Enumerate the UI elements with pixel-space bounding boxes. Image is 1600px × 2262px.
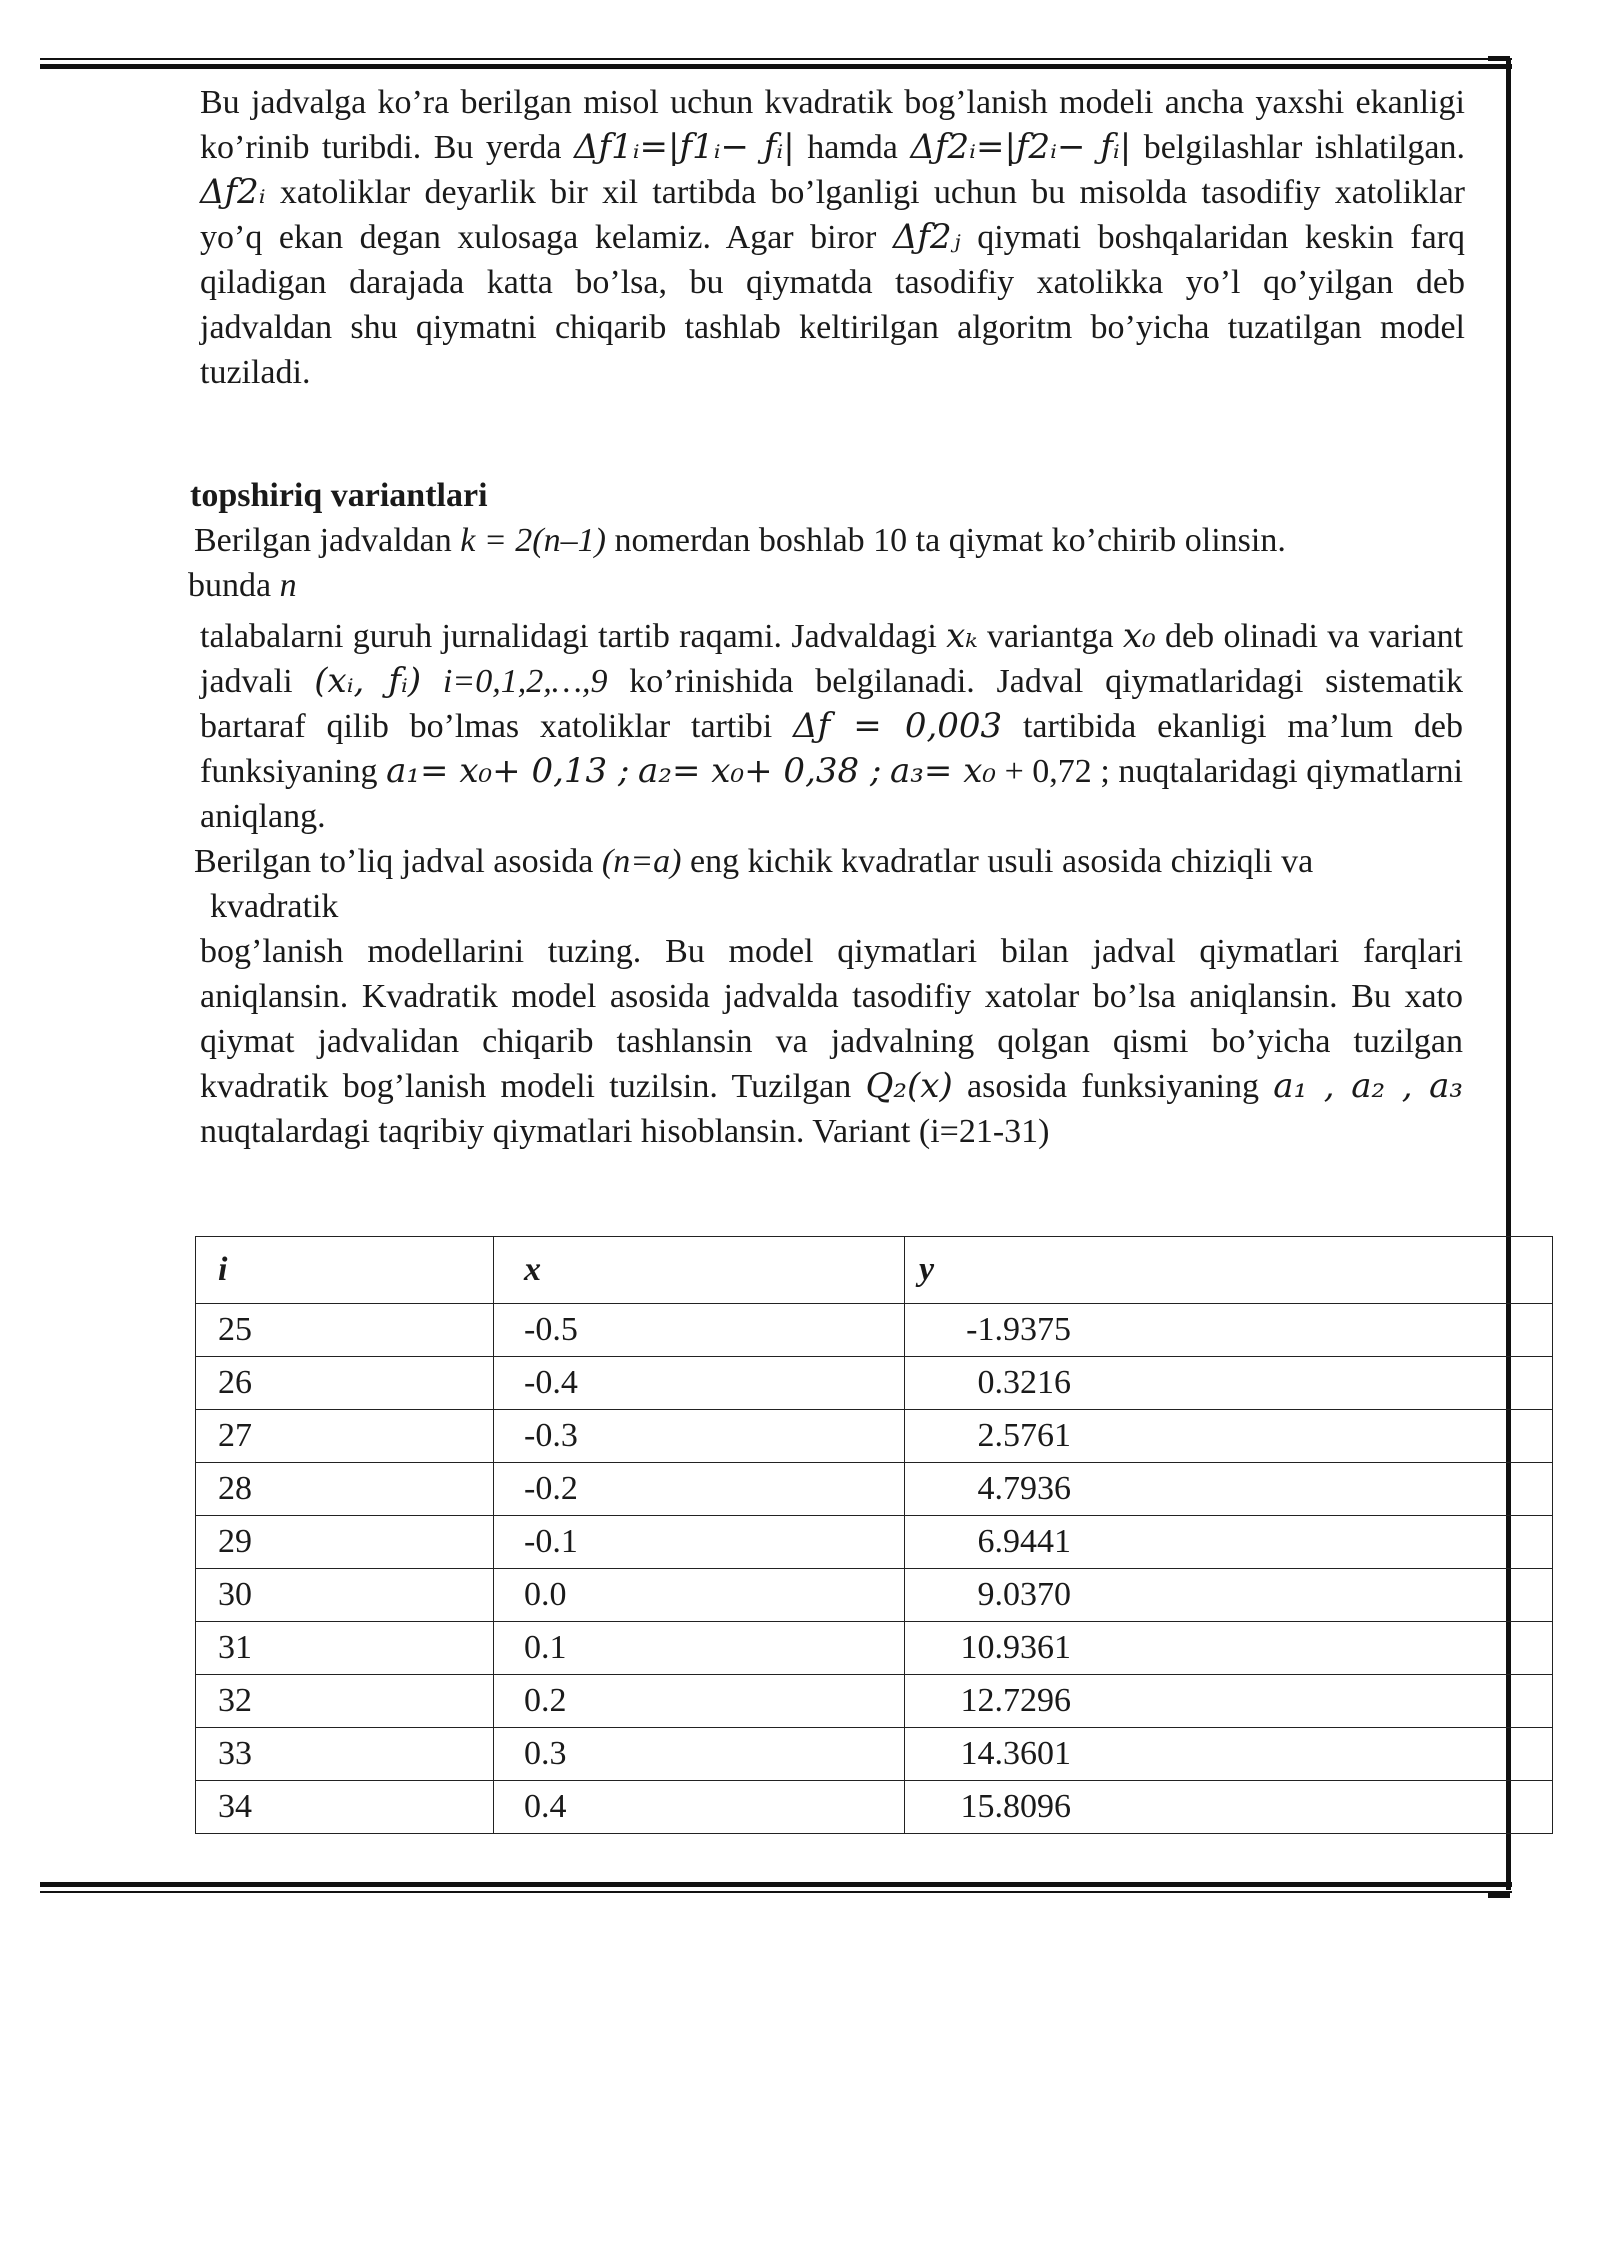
cell-x: -0.2 — [494, 1463, 905, 1516]
variant-data-table — [195, 1236, 1553, 1834]
section-heading: topshiriq variantlari — [190, 477, 488, 514]
cell-y-value: -1.9375 — [966, 1311, 1071, 1348]
task1-text-b: nomerdan boshlab 10 ta qiymat ko’chirib olinsin. — [614, 522, 1286, 559]
cell-i: 28 — [196, 1463, 494, 1516]
task2-text-a: Berilgan to’liq jadval asosida — [194, 843, 594, 880]
cell-y — [905, 1410, 1553, 1463]
table-row — [196, 1622, 1553, 1675]
cell-y-value: 15.8096 — [960, 1788, 1071, 1825]
task2-line-1 — [194, 839, 1463, 884]
cell-x: 0.0 — [494, 1569, 905, 1622]
formula-delta-f2i: Δƒ2ᵢ — [200, 172, 266, 212]
task2-line-2 — [210, 884, 1463, 929]
task1-line-2 — [188, 563, 1463, 608]
intro-text-1: Bu jadvalga ko’ra berilgan misol uchun kvadratik bog’lanish modeli ancha yaxshi ekanligi ko’rinib turibdi. Bu yerda — [200, 84, 1465, 166]
cell-y-value: 10.9361 — [960, 1629, 1071, 1666]
cell-y-value: 2.5761 — [977, 1417, 1071, 1454]
cell-y-value: 4.7936 — [977, 1470, 1071, 1507]
cell-y-value: 12.7296 — [960, 1682, 1071, 1719]
table-row — [196, 1781, 1553, 1834]
formula-a2: a₂= x₀+ 0,38 ; — [638, 751, 882, 791]
cell-i: 33 — [196, 1728, 494, 1781]
task1-text-e: variantga — [987, 618, 1114, 655]
task1-line-1 — [194, 518, 1463, 563]
intro-paragraph — [200, 80, 1465, 395]
task1-k-formula: k = 2(n–1) — [460, 522, 606, 559]
cell-y — [905, 1675, 1553, 1728]
cell-y-value: 9.0370 — [977, 1576, 1071, 1613]
formula-a1: a₁= x₀+ 0,13 ; — [386, 751, 630, 791]
cell-i: 32 — [196, 1675, 494, 1728]
task2-text-c: kvadratik — [210, 888, 339, 925]
bottom-frame-rule-outer — [40, 1891, 1512, 1893]
cell-y-value: 6.9441 — [977, 1523, 1071, 1560]
cell-i: 25 — [196, 1304, 494, 1357]
formula-delta-f2: Δƒ2ᵢ=|ƒ2ᵢ− ƒᵢ| — [910, 127, 1132, 167]
task1-text-h: tartibida ekanligi ma’lum deb funksiyaning — [200, 708, 1464, 790]
cell-y — [905, 1622, 1553, 1675]
intro-text-4: xatoliklar deyarlik bir xil tartibda bo’lganligi uchun bu misolda tasodifiy xatoliklar yo’q ekan degan xulosaga kelamiz. Agar biror — [200, 174, 1466, 256]
cell-x: -0.4 — [494, 1357, 905, 1410]
formula-a-points: a₁ , a₂ , a₃ — [1273, 1066, 1464, 1106]
table-row — [196, 1357, 1553, 1410]
cell-x: 0.1 — [494, 1622, 905, 1675]
task2-text-e: asosida funksiyaning — [967, 1068, 1259, 1105]
header-x: x — [494, 1237, 905, 1304]
formula-a3: a₃= x₀ — [890, 751, 997, 791]
cell-x: -0.1 — [494, 1516, 905, 1569]
cell-x: -0.5 — [494, 1304, 905, 1357]
intro-text-5: qiymati boshqalaridan keskin farq qiladigan darajada katta bo’lsa, bu qiymatda tasodifiy xatolikka yo’l qo’yilgan deb jadvaldan shu qiymatni chiqarib tashlab keltirilgan algoritm bo’yicha tuzatilgan model tuziladi. — [200, 219, 1465, 391]
cell-y — [905, 1357, 1553, 1410]
formula-x0: x₀ — [1122, 616, 1156, 656]
formula-q2: Q₂(x) — [865, 1066, 953, 1106]
cell-x: 0.3 — [494, 1728, 905, 1781]
cell-i: 29 — [196, 1516, 494, 1569]
formula-xk: xₖ — [946, 616, 978, 656]
task2-text-b: eng kichik kvadratlar usuli asosida chiziqli va — [690, 843, 1314, 880]
cell-y — [905, 1781, 1553, 1834]
task2-text-d: bog’lanish modellarini tuzing. Bu model qiymatlari bilan jadval qiymatlari farqlari aniqlansin. Kvadratik model asosida jadvalda tasodifiy xatolar bo’lsa aniqlansin. Bu xato qiymat jadvalidan chiqarib tashlansin va jadvalning qolgan qismi bo’yicha tuzilgan kvadratik bog’lanish modeli tuzilsin. Tuzilgan — [200, 933, 1463, 1105]
formula-delta-f: Δƒ = 0,003 — [793, 706, 1003, 746]
cell-x: 0.2 — [494, 1675, 905, 1728]
cell-x: 0.4 — [494, 1781, 905, 1834]
cell-y-value: 14.3601 — [960, 1735, 1071, 1772]
cell-i: 26 — [196, 1357, 494, 1410]
cell-y — [905, 1516, 1553, 1569]
cell-y — [905, 1304, 1553, 1357]
header-i: i — [196, 1237, 494, 1304]
task2-paragraph — [200, 929, 1463, 1154]
cell-x: -0.3 — [494, 1410, 905, 1463]
table-row — [196, 1410, 1553, 1463]
cell-i: 31 — [196, 1622, 494, 1675]
task1-text-d: talabalarni guruh jurnalidagi tartib raqami. Jadvaldagi — [200, 618, 937, 655]
top-frame-rule-inner — [40, 64, 1512, 69]
task1-text-g: ko’rinishida belgilanadi. Jadval qiymatlaridagi sistematik bartaraf qilib bo’lmas xatoliklar tartibi — [200, 663, 1463, 745]
intro-text-2: hamda — [807, 129, 898, 166]
cell-y — [905, 1569, 1553, 1622]
table-row — [196, 1675, 1553, 1728]
header-y-label: y — [919, 1251, 935, 1288]
table-row — [196, 1569, 1553, 1622]
top-frame-rule-outer — [40, 58, 1512, 60]
table-row — [196, 1728, 1553, 1781]
cell-i: 34 — [196, 1781, 494, 1834]
table-row — [196, 1516, 1553, 1569]
formula-delta-f1: Δƒ1ᵢ=|ƒ1ᵢ− ƒᵢ| — [573, 127, 795, 167]
cell-y — [905, 1728, 1553, 1781]
task1-n: n — [279, 567, 297, 604]
task2-text-f: nuqtalardagi taqribiy qiymatlari hisoblansin. Variant (i=21-31) — [200, 1113, 1050, 1150]
bottom-frame-rule-inner — [40, 1882, 1512, 1887]
table-row — [196, 1304, 1553, 1357]
document-body — [188, 80, 1466, 1154]
table-row — [196, 1463, 1553, 1516]
task1-text-c: bunda — [188, 567, 272, 604]
task1-paragraph — [200, 614, 1463, 839]
formula-delta-f2j: Δƒ2ⱼ — [892, 217, 961, 257]
task1-text-i: + 0,72 ; nuqtalaridagi qiymatlarni aniqlang. — [200, 753, 1464, 835]
bottom-frame-notch — [1488, 1893, 1510, 1898]
intro-text-3: belgilashlar ishlatilgan. — [1143, 129, 1465, 166]
task1-text-a: Berilgan jadvaldan — [194, 522, 452, 559]
header-y — [905, 1237, 1553, 1304]
task2-n-equals-a: (n=a) — [601, 843, 682, 880]
cell-i: 30 — [196, 1569, 494, 1622]
task1-text-f: deb olinadi va variant jadvali — [200, 618, 1464, 700]
cell-y-value: 0.3216 — [977, 1364, 1071, 1401]
cell-i: 27 — [196, 1410, 494, 1463]
cell-y — [905, 1463, 1553, 1516]
formula-i-range: i=0,1,2,…,9 — [442, 663, 608, 700]
table-header-row — [196, 1237, 1553, 1304]
formula-xi-fi: (xᵢ, ƒᵢ) — [314, 661, 422, 701]
